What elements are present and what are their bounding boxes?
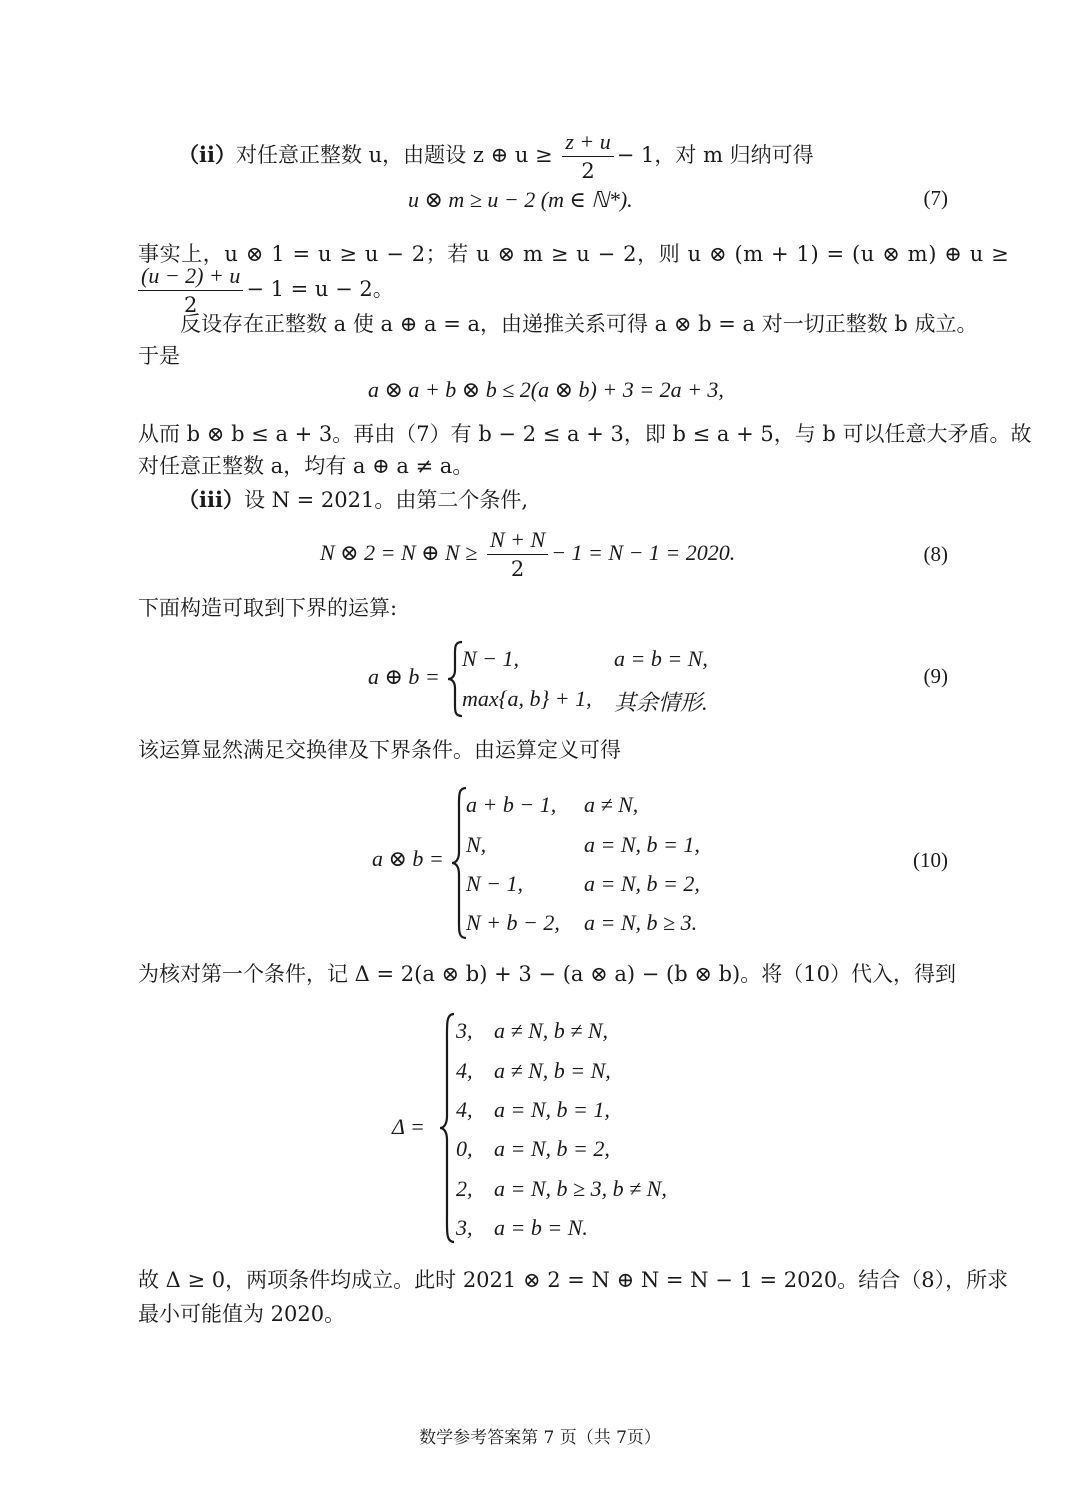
part-ii-frac-num: z + u [562, 128, 613, 157]
eq10-case-4-cond: a = N, b ≥ 3. [584, 910, 698, 935]
eq10-case-1-expr: a + b − 1, [466, 792, 557, 817]
eq9-lhs: a ⊕ b = [368, 664, 440, 689]
eq8-fraction [487, 526, 548, 583]
delta-brace [438, 1012, 458, 1244]
eq9-case-1-cond: a = b = N, [614, 646, 708, 671]
equation-7-number: (7) [923, 186, 948, 210]
equation-7: u ⊗ m ≥ u − 2 (m ∈ ℕ*). [408, 187, 633, 212]
delta-case-5-expr: 2, [456, 1176, 473, 1201]
fact-line-1: 事实上，u ⊗ 1 = u ≥ u − 2；若 u ⊗ m ≥ u − 2，则 u ⊗ (m + 1) = (u ⊗ m) ⊕ u ≥ [138, 242, 1010, 266]
delta-case-6-cond: a = b = N. [494, 1215, 588, 1240]
eq9-case-1-expr: N − 1, [462, 646, 520, 671]
construct-line: 下面构造可取到下界的运算: [138, 596, 398, 620]
then-line-2: 对任意正整数 a，均有 a ⊕ a ≠ a。 [138, 454, 474, 478]
delta-case-1-expr: 3, [456, 1018, 473, 1043]
eq9-case-2-expr: max{a, b} + 1, [462, 686, 592, 711]
part-ii-intro: 对任意正整数 u，由题设 z ⊕ u ≥ [235, 143, 553, 167]
part-ii-after: − 1，对 m 归纳可得 [616, 143, 814, 167]
delta-lhs: Δ = [392, 1114, 425, 1139]
eq10-lhs: a ⊗ b = [372, 846, 444, 871]
fact-frac-den: 2 [183, 293, 198, 317]
part-ii-label: （ii） [178, 142, 236, 167]
equation-9 [368, 636, 928, 720]
equation-ab: a ⊗ a + b ⊗ b ≤ 2(a ⊗ b) + 3 = 2a + 3, [368, 377, 724, 402]
part-ii-fraction [562, 128, 613, 185]
eq10-case-2-cond: a = N, b = 1, [584, 832, 700, 857]
contra-line-2: 于是 [138, 344, 180, 368]
fact-line-2-after: − 1 = u − 2。 [246, 277, 394, 301]
equation-8 [320, 526, 735, 583]
delta-case-1-cond: a ≠ N, b ≠ N, [494, 1018, 608, 1043]
part-iii-intro-line [178, 484, 528, 516]
delta-case-2-expr: 4, [456, 1058, 473, 1083]
eq8-frac-num: N + N [487, 526, 548, 555]
eq8-right: − 1 = N − 1 = 2020. [551, 540, 736, 565]
conclusion-line-1: 故 Δ ≥ 0，两项条件均成立。此时 2021 ⊗ 2 = N ⊕ N = N − 1 = 2020。结合（8），所求 [138, 1268, 1009, 1292]
page-footer: 数学参考答案第 7 页（共 7页） [419, 1428, 661, 1448]
delta-case-3-expr: 4, [456, 1097, 473, 1122]
delta-case-6-expr: 3, [456, 1215, 473, 1240]
delta-case-4-expr: 0, [456, 1136, 473, 1161]
eq10-case-2-expr: N, [466, 832, 487, 857]
delta-case-4-cond: a = N, b = 2, [494, 1136, 610, 1161]
eq8-left: N ⊗ 2 = N ⊕ N ≥ [320, 540, 478, 565]
delta-case-2-cond: a ≠ N, b = N, [494, 1058, 611, 1083]
contra-line-1: 反设存在正整数 a 使 a ⊕ a = a，由递推关系可得 a ⊗ b = a 对一切正整数 b 成立。 [180, 312, 978, 336]
eq9-case-2-cond: 其余情形. [614, 690, 708, 715]
eq10-case-3-expr: N − 1, [466, 871, 524, 896]
delta-case-5-cond: a = N, b ≥ 3, b ≠ N, [494, 1176, 667, 1201]
part-ii-intro-line [178, 128, 814, 185]
delta-cases [392, 1008, 792, 1248]
part-iii-label: （iii） [178, 487, 244, 512]
fact-frac-num: (u − 2) + u [138, 262, 243, 291]
conclusion-line-2: 最小可能值为 2020。 [138, 1302, 346, 1326]
eq10-case-4-expr: N + b − 2, [466, 910, 560, 935]
part-ii-frac-den: 2 [581, 159, 595, 183]
eq8-frac-den: 2 [510, 557, 525, 581]
eq10-case-1-cond: a ≠ N, [584, 792, 639, 817]
after-eq9-line: 该运算显然满足交换律及下界条件。由运算定义可得 [138, 738, 621, 762]
delta-case-3-cond: a = N, b = 1, [494, 1097, 610, 1122]
equation-10 [372, 782, 932, 942]
part-iii-intro: 设 N = 2021。由第二个条件, [243, 488, 529, 512]
equation-8-number: (8) [923, 542, 948, 566]
then-line-1: 从而 b ⊗ b ≤ a + 3。再由（7）有 b − 2 ≤ a + 3，即 b ≤ a + 5，与 b 可以任意大矛盾。故 [138, 422, 1032, 446]
equation-10-number: (10) [913, 848, 948, 872]
equation-9-number: (9) [923, 664, 948, 688]
check-line: 为核对第一个条件，记 Δ = 2(a ⊗ b) + 3 − (a ⊗ a) − (b ⊗ b)。将（10）代入，得到 [138, 962, 956, 986]
eq10-case-3-cond: a = N, b = 2, [584, 871, 700, 896]
